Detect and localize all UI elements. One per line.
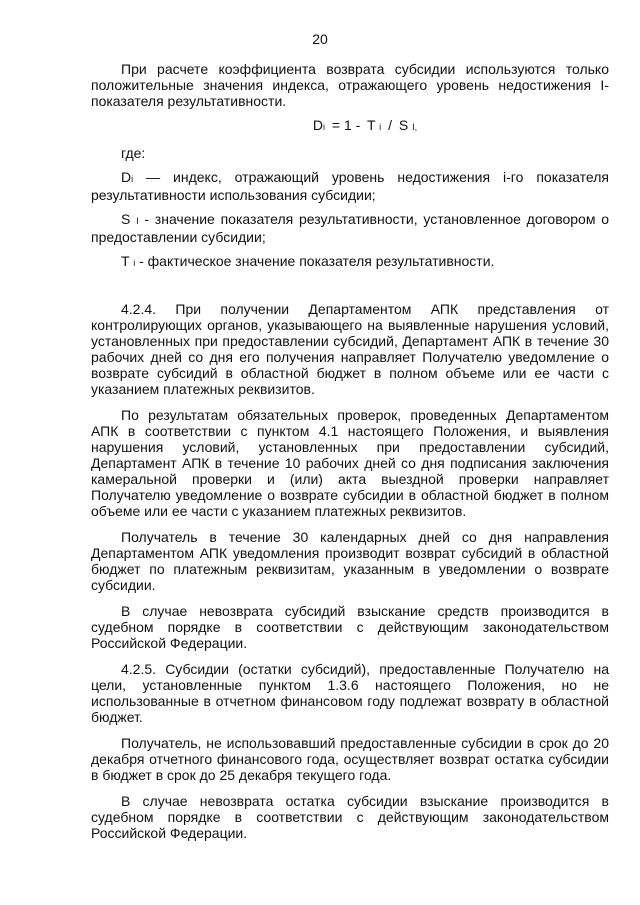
- paragraph-remainder-court: В случае невозврата остатка субсидии взыскание производится в судебном порядке в соответствии с действующим законодательством Российской Федерации.: [91, 793, 609, 841]
- definition-d-subscript: i: [131, 174, 134, 184]
- paragraph-remainder-refund: Получатель, не использовавший предоставленные субсидии в срок до 20 декабря отчетного финансового года, осуществляет возврат остатка субсидии в бюджет в срок до 25 декабря текущего года.: [91, 735, 609, 783]
- formula-s-symbol: S: [398, 117, 409, 133]
- section-gap: [91, 279, 609, 301]
- formula-equals: = 1 -: [331, 117, 361, 133]
- formula-d-subscript: i: [323, 122, 326, 132]
- definition-t-symbol: T: [121, 253, 130, 269]
- definition-t: [91, 253, 609, 271]
- paragraph-recipient-refund: Получатель в течение 30 календарных дней со дня направления Департаментом АПК уведомления производит возврат субсидий в областной бюджет по платежным реквизитам, указанным в уведомлении о возврате субсидии.: [91, 529, 609, 593]
- definition-s: [91, 211, 609, 245]
- paragraph-4-2-5: 4.2.5. Субсидии (остатки субсидий), предоставленные Получателю на цели, установленные пунктом 1.3.6 настоящего Положения, но не использованные в отчетном финансовом году подлежат возврату в областной бюджет.: [91, 661, 609, 725]
- formula-d-symbol: D: [312, 117, 324, 133]
- formula-s-subscript: I,: [412, 122, 418, 132]
- where-label: где:: [121, 145, 146, 161]
- page-number: 20: [312, 31, 328, 47]
- intro-paragraph: При расчете коэффициента возврата субсидии используются только положительные значения индекса, отражающего уровень недостижения I-показателя результативности.: [91, 61, 609, 109]
- formula-divide: /: [388, 117, 392, 133]
- paragraph-audit-results: По результатам обязательных проверок, проведенных Департаментом АПК в соответствии с пунктом 4.1 настоящего Положения, и выявления нарушения условий, установленных при предоставлении субсидий, Департамент АПК в течение 10 рабочих дней со дня подписания заключения камеральной проверки и (или) акта выездной проверки направляет Получателю уведомление о возврате субсидии в областной бюджет в полном объеме или ее части с указанием платежных реквизитов.: [91, 407, 609, 519]
- formula-t-subscript: i: [379, 122, 382, 132]
- definition-d-symbol: D: [121, 169, 132, 185]
- definition-s-text: - значение показателя результативности, установленное договором о предоставлении субсидии;: [91, 211, 609, 245]
- definition-t-text: - фактическое значение показателя результативности.: [135, 253, 495, 269]
- paragraph-4-2-4: 4.2.4. При получении Департаментом АПК представления от контролирующих органов, указывающего на выявленные нарушения условий, установленных при предоставлении субсидий, Департамент АПК в течение 30 рабочих дней со дня его получения направляет Получателю уведомление о возврате субсидий в областной бюджет в полном объеме или ее части с указанием платежных реквизитов.: [91, 301, 609, 397]
- formula-t-symbol: T: [366, 117, 376, 133]
- definition-d-text: — индекс, отражающий уровень недостижения i-го показателя результативности использования субсидии;: [91, 169, 609, 203]
- formula: [91, 117, 609, 135]
- definition-t-subscript: i: [133, 258, 136, 268]
- definition-d: [91, 169, 609, 203]
- definition-s-subscript: I: [136, 216, 139, 226]
- paragraph-court-recovery: В случае невозврата субсидий взыскание средств производится в судебном порядке в соответствии с действующим законодательством Российской Федерации.: [91, 603, 609, 651]
- definition-s-symbol: S: [121, 211, 131, 227]
- document-body: [91, 61, 609, 851]
